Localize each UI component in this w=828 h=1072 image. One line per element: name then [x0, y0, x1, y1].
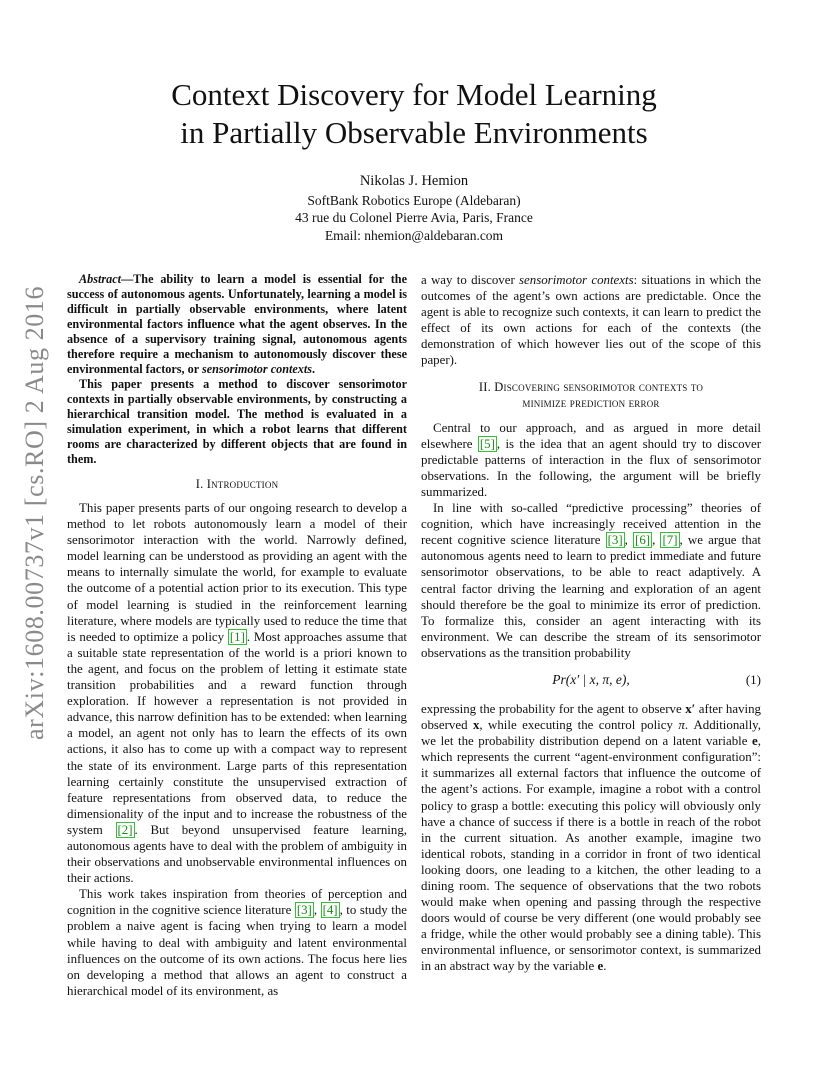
text-span: . But beyond unsupervised feature learning, autonomous agents have to deal with the problem of ambiguity in their observations and unobservable environmental influences on their actions.: [67, 822, 408, 886]
text-span: ,: [624, 533, 634, 548]
citation-link[interactable]: [4]: [322, 903, 338, 918]
citation-link[interactable]: [3]: [296, 903, 312, 918]
section-2-heading: [421, 379, 761, 411]
abstract-emphasis: sensorimotor contexts: [201, 362, 312, 376]
text-span: , to study the problem a naive agent is facing when trying to learn a model while having to deal with ambiguity and latent environmental influences on the outcome of its own actions. The focus here lies on developing a method that allows an agent to construct a hierarchical model of its environment, as: [67, 903, 407, 998]
title-line-2: in Partially Observable Environments: [180, 115, 648, 150]
citation-link[interactable]: [2]: [117, 822, 133, 837]
left-column: [67, 272, 407, 999]
citation-link[interactable]: [1]: [229, 629, 245, 644]
text-span: . Most approaches assume that a suitable state representation of the world is a priori known to the agent, and focus on the problem of letting it estimate state transition probabilities and a reward function through exploration. If however a representation is not provided in advance, this narrow definition has to be extended: when learning a model, an agent not only has to learn the effects of its own actions, it also has to come up with a compact way to represent the state of its environment. Large parts of this representation learning certainly constitute the unsupervised extraction of feature representations from observed data, to reduce the dimensionality of the input and to increase the robustness of the system: [67, 629, 407, 837]
section-1-heading: I. Introduction: [195, 477, 279, 491]
text-span: after having observed: [421, 701, 761, 733]
text-span: . Additionally, we let the probability distribution depend on a latent variable: [421, 718, 761, 749]
text-span: ,: [313, 903, 321, 918]
paper-title: [60, 76, 768, 152]
math-symbol: x′: [685, 701, 696, 716]
text-span: Central to our approach, and as argued in more detail elsewhere: [421, 420, 761, 451]
math-symbol: e: [597, 959, 604, 974]
abstract-paragraph-1: [67, 272, 407, 377]
section-2-heading-line-1: II. Discovering sensorimotor contexts to: [478, 379, 704, 394]
author-block: [60, 173, 768, 244]
intro-paragraph-2: [67, 886, 407, 999]
author-address: 43 rue du Colonel Pierre Avia, Paris, France: [295, 210, 533, 225]
intro-continuation: [421, 272, 761, 369]
abstract-punct: .: [312, 362, 316, 376]
math-symbol: e: [752, 734, 758, 749]
text-span: In line with so-called “predictive processing” theories of cognition, which have increasingly received attention in the recent cognitive science literature: [421, 501, 761, 548]
text-span: , is the idea that an agent should try to discover predictable patterns of interaction in the flux of sensorimotor observations. In the following, the argument will be briefly summarized.: [421, 436, 761, 499]
text-span: expressing the probability for the agent to observe: [421, 701, 686, 716]
math-symbol: π: [678, 718, 685, 733]
emphasis-text: sensorimotor contexts: [519, 273, 634, 287]
equation-1: [421, 667, 761, 697]
author-email: Email: nhemion@aldebaran.com: [324, 227, 504, 243]
author-affiliation: SoftBank Robotics Europe (Aldebaran): [307, 192, 521, 208]
section-2-heading-line-2: minimize prediction error: [522, 395, 660, 410]
text-span: , which represents the current “agent-environment configuration”: it summarizes all external factors that influence the outcome of the agent’s actions. For example, imagine a robot with a control policy to grasp a bottle: executing this policy will obviously only have a chance of success if there is a bottle in reach of the robot in the current situation. As another example, imagine two identical robots, standing in a corridor in front of two identical looking doors, one leading to a kitchen, the other leading to a dining room. The sequence of observations that the two robots would make when opening and passing through the respective doors would of course be very different (one would probably see a fridge, while the other would probably see a dining table). This environmental influence, or sensorimotor context, is summarized in an abstract way by the variable: [421, 734, 761, 974]
section-2-paragraph-1: [421, 420, 761, 500]
text-span: : situations in which the outcomes of the agent’s own actions are predictable. Once the agent is able to recognize such contexts, it can learn to predict the effect of its own actions for each of the contexts (the demonstration of which however lies out of the scope of this paper).: [421, 273, 761, 368]
abstract-text: —The ability to learn a model is essential for the success of autonomous agents. Unfortunately, learning a model is difficult in partially observable environments, where latent environmental factors influence what the agent observes. In the absence of a supervisory training signal, autonomous agents therefore require a mechanism to autonomously discover these environmental factors, or: [67, 272, 407, 376]
citation-link[interactable]: [5]: [479, 436, 495, 451]
equation-body: Pr(x′ | x, π, e),: [552, 671, 630, 687]
text-span: , we argue that autonomous agents need to learn to predict immediate and future sensorimotor observations, to be able to react adaptively. A central factor driving the learning and exploration of an agent should therefore be the goal to minimize its error of prediction. To formalize this, consider an agent interacting with its environment. We can describe the stream of its sensorimotor observations as the transition probability: [421, 533, 761, 660]
citation-link[interactable]: [3]: [607, 533, 623, 548]
intro-paragraph-1: [67, 500, 407, 886]
author-name: Nikolas J. Hemion: [359, 173, 469, 189]
abstract-paragraph-2: This paper presents a method to discover sensorimotor contexts in partially observable environments, by constructing a hierarchical transition model. The method is evaluated in a simulation experiment, in which a robot learns that different rooms are characterized by different objects that are found in them.: [67, 377, 407, 466]
text-span: ,: [652, 533, 661, 548]
text-span: a way to discover: [421, 273, 520, 287]
section-2-paragraph-2: [421, 500, 761, 661]
equation-number: (1): [745, 671, 761, 687]
math-symbol: x: [472, 718, 480, 733]
section-2-paragraph-3: [421, 701, 761, 975]
right-column: [421, 272, 761, 975]
text-span: , while executing the control policy: [479, 718, 679, 733]
text-span: This paper presents parts of our ongoing research to develop a method to let robots autonomously learn a model of their sensorimotor interaction with the world. Narrowly defined, model learning can be understood as providing an agent with the means to internally simulate the world, for example to evaluate the outcome of a potential action prior to its execution. This type of model learning is studied in the reinforcement learning literature, where models are typically used to reduce the time that is needed to optimize a policy: [67, 501, 407, 644]
arxiv-identifier-stamp: arXiv:1608.00737v1 [cs.RO] 2 Aug 2016: [20, 285, 49, 740]
abstract-label: Abstract: [79, 272, 121, 286]
citation-link[interactable]: [7]: [662, 533, 678, 548]
citation-link[interactable]: [6]: [635, 533, 651, 548]
title-line-1: Context Discovery for Model Learning: [171, 77, 657, 112]
text-span: This work takes inspiration from theories of perception and cognition in the cognitive science literature: [67, 887, 407, 918]
text-span: .: [603, 959, 607, 974]
